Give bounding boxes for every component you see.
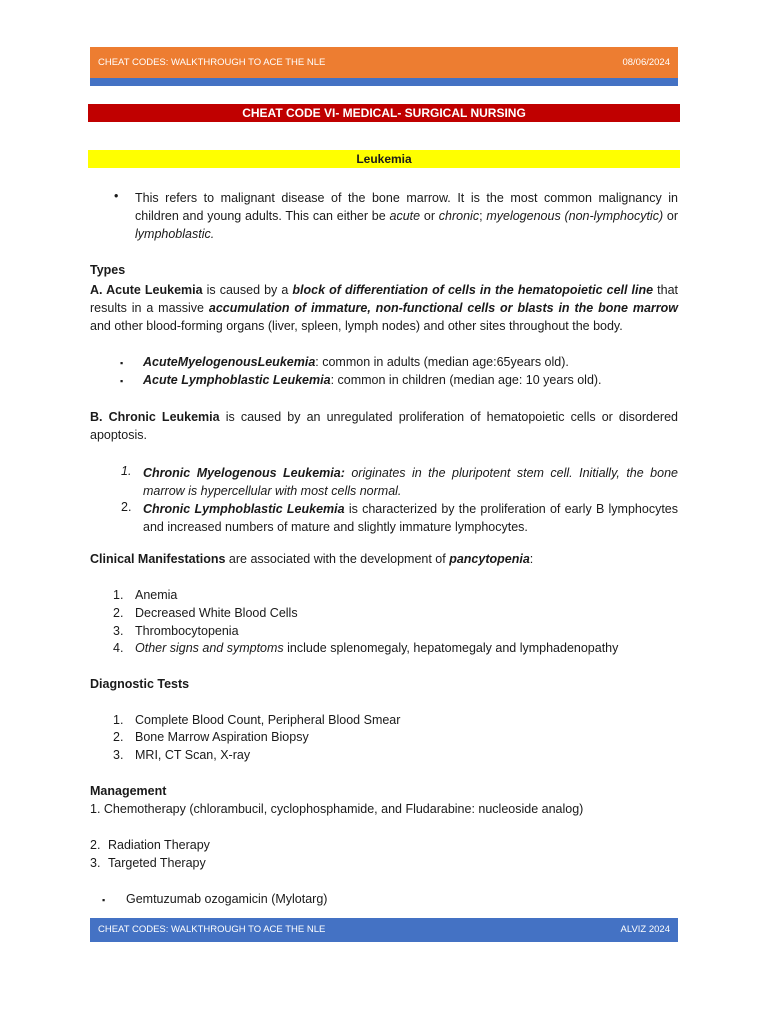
footer-title: CHEAT CODES: WALKTHROUGH TO ACE THE NLE <box>98 924 326 935</box>
acute-emphasis-2: accumulation of immature, non-functional cells or blasts in the bone marrow <box>208 301 678 315</box>
footer-author: ALVIZ 2024 <box>620 924 670 935</box>
acute-item-desc: : common in children (median age: 10 years old). <box>330 373 602 387</box>
chronic-item-desc: originates in the pluripotent stem cell. Initially, the bone marrow is hypercellular with most cells normal. <box>143 466 678 498</box>
acute-item <box>143 355 569 369</box>
diagnostic-heading: Diagnostic Tests <box>90 677 190 691</box>
intro-or: or <box>420 209 439 223</box>
clinical-colon: : <box>529 552 534 566</box>
acute-text-3: and other blood-forming organs (liver, spleen, lymph nodes) and other sites throughout the body. <box>90 319 623 333</box>
clinical-item <box>135 641 618 655</box>
header-date: 08/06/2024 <box>622 57 670 68</box>
chronic-item-desc: is characterized by the proliferation of early B lymphocytes and increased numbers of mature and slightly immature lymphocytes. <box>143 502 678 534</box>
clinical-item-emphasis: Other signs and symptoms <box>135 641 284 655</box>
header-accent-strip <box>90 78 678 86</box>
acute-item-desc: : common in adults (median age:65years old). <box>315 355 569 369</box>
page-header <box>90 47 678 78</box>
clinical-emphasis: pancytopenia <box>449 552 530 566</box>
clinical-item-text: include splenomegaly, hepatomegaly and lymphadenopathy <box>283 641 619 655</box>
intro-bullet: • <box>114 189 119 203</box>
acute-item-name: Acute Lymphoblastic Leukemia <box>143 373 331 387</box>
header-title: CHEAT CODES: WALKTHROUGH TO ACE THE NLE <box>98 57 326 68</box>
management-sub-marker: ▪ <box>102 895 106 905</box>
types-heading: Types <box>90 263 126 277</box>
chronic-leukemia-label: B. Chronic Leukemia <box>90 410 220 424</box>
diagnostic-item: Bone Marrow Aspiration Biopsy <box>135 730 309 744</box>
management-item: Radiation Therapy <box>108 838 210 852</box>
page-footer <box>90 918 678 942</box>
diagnostic-item: Complete Blood Count, Peripheral Blood Smear <box>135 713 401 727</box>
acute-emphasis-1: block of differentiation of cells in the hematopoietic cell line <box>292 283 654 297</box>
acute-item-name: AcuteMyelogenousLeukemia <box>143 355 316 369</box>
intro-or-2: or <box>663 209 679 223</box>
clinical-manifestations-line <box>90 552 533 566</box>
chronic-item-number: 2. <box>121 500 132 514</box>
intro-text: This refers to malignant disease of the bone marrow. It is the most common malignancy in children and young adults. This can either be <box>135 191 678 223</box>
chapter-title: CHEAT CODE VI- MEDICAL- SURGICAL NURSING <box>88 104 680 122</box>
diagnostic-item-number: 3. <box>113 748 124 762</box>
chronic-item-number: 1. <box>121 464 132 478</box>
clinical-item-number: 1. <box>113 588 124 602</box>
clinical-label: Clinical Manifestations <box>90 552 226 566</box>
intro-semicolon: ; <box>479 209 487 223</box>
clinical-item: Decreased White Blood Cells <box>135 606 298 620</box>
chronic-item-name: Chronic Myelogenous Leukemia: <box>143 466 345 480</box>
management-item: Targeted Therapy <box>108 856 206 870</box>
management-item-number: 3. <box>90 856 101 870</box>
clinical-text: are associated with the development of <box>225 552 450 566</box>
chronic-item <box>143 464 678 500</box>
acute-item-marker: ▪ <box>120 358 124 368</box>
chronic-item-name: Chronic Lymphoblastic Leukemia <box>143 502 345 516</box>
intro-paragraph <box>135 189 678 243</box>
chronic-item <box>143 500 678 536</box>
intro-myelogenous: myelogenous (non-lymphocytic) <box>486 209 664 223</box>
acute-text-2: that results in a massive <box>90 283 678 315</box>
topic-title: Leukemia <box>88 150 680 168</box>
chronic-leukemia-paragraph <box>90 408 678 444</box>
intro-lymphoblastic: lymphoblastic. <box>135 227 215 241</box>
acute-leukemia-label: A. Acute Leukemia <box>90 283 203 297</box>
acute-text-1: is caused by a <box>202 283 293 297</box>
management-item: 1. Chemotherapy (chlorambucil, cyclophosphamide, and Fludarabine: nucleoside analog) <box>90 802 584 816</box>
management-sub-item: Gemtuzumab ozogamicin (Mylotarg) <box>126 892 328 906</box>
acute-item <box>143 373 602 387</box>
diagnostic-item-number: 1. <box>113 713 124 727</box>
clinical-item-number: 3. <box>113 624 124 638</box>
clinical-item: Anemia <box>135 588 178 602</box>
acute-leukemia-paragraph <box>90 281 678 335</box>
management-item-number: 2. <box>90 838 101 852</box>
management-heading: Management <box>90 784 167 798</box>
intro-acute: acute <box>389 209 421 223</box>
acute-item-marker: ▪ <box>120 376 124 386</box>
clinical-item-number: 2. <box>113 606 124 620</box>
intro-chronic: chronic <box>438 209 480 223</box>
clinical-item-number: 4. <box>113 641 124 655</box>
clinical-item: Thrombocytopenia <box>135 624 239 638</box>
diagnostic-item-number: 2. <box>113 730 124 744</box>
diagnostic-item: MRI, CT Scan, X-ray <box>135 748 251 762</box>
chronic-leukemia-text: is caused by an unregulated proliferation of hematopoietic cells or disordered apoptosis. <box>90 410 678 442</box>
